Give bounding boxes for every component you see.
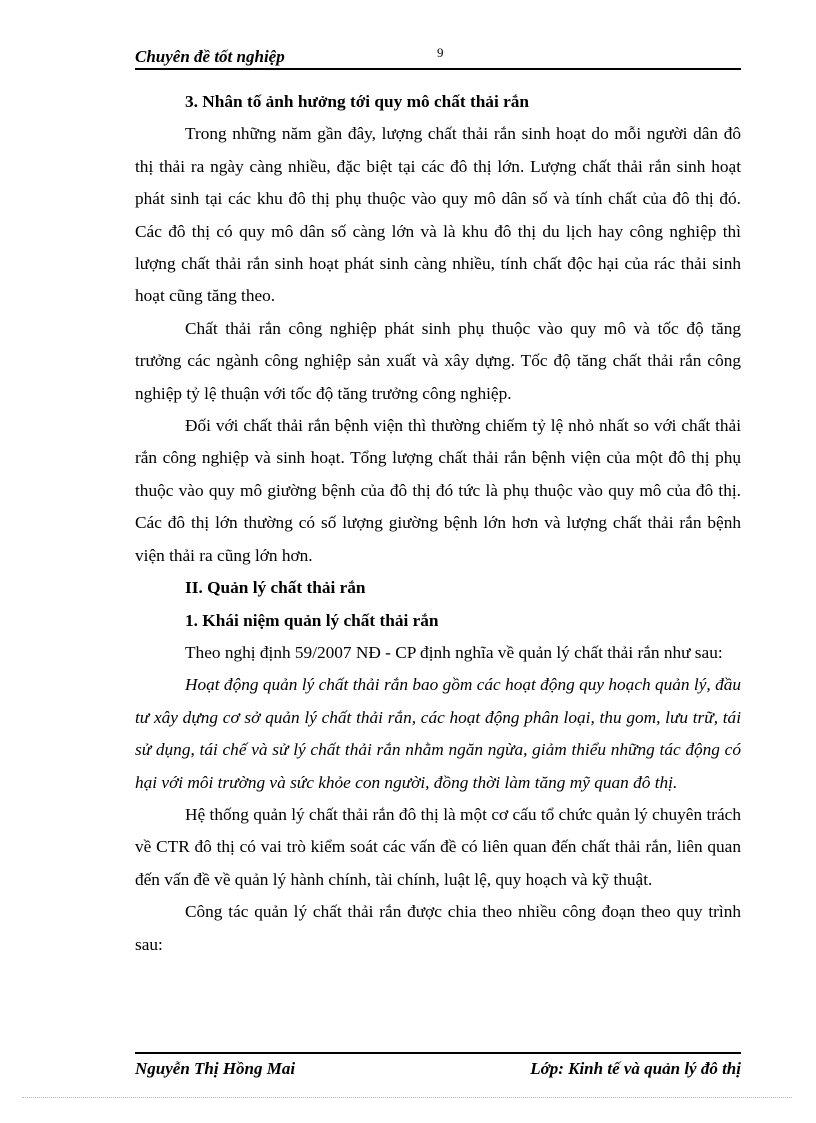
paragraph-management-system: Hệ thống quản lý chất thải rắn đô thị là một cơ cấu tổ chức quản lý chuyên trách về CTR đô thị có vai trò kiểm soát các vấn đề có liên quan đến chất thải rắn, liên quan đến vấn đề về quản lý hành chính, tài chính, luật lệ, quy hoạch và kỹ thuật. xyxy=(135,804,741,889)
document-body xyxy=(135,86,741,961)
page-footer xyxy=(135,1052,741,1084)
section-heading-management: II. Quản lý chất thải rắn xyxy=(185,578,366,598)
author-name: Nguyễn Thị Hồng Mai xyxy=(135,1059,296,1078)
section-heading-factors: 3. Nhân tố ảnh hưởng tới quy mô chất thải rắn xyxy=(185,92,529,111)
paragraph-process-intro: Công tác quản lý chất thải rắn được chia theo nhiều công đoạn theo quy trình sau: xyxy=(135,902,741,954)
page-number: 9 xyxy=(437,45,444,60)
class-label: Lớp: Kinh tế và quản lý đô thị xyxy=(530,1059,741,1078)
paragraph-decree: Theo nghị định 59/2007 NĐ - CP định nghĩa về quản lý chất thải rắn như sau: xyxy=(185,642,723,662)
paragraph-definition-quote: Hoạt động quản lý chất thải rắn bao gồm các hoạt động quy hoạch quản lý, đầu tư xây dựng cơ sở quản lý chất thải rắn, các hoạt động phân loại, thu gom, lưu trữ, tái sử dụng, tái chế và sử lý chất thải rắn nhằm ngăn ngừa, giảm thiểu những tác động có hại với môi trường và sức khỏe con người, đồng thời làm tăng mỹ quan đô thị. xyxy=(135,675,741,792)
page-edge-divider xyxy=(22,1097,792,1098)
page-header xyxy=(135,44,741,70)
paragraph-industrial-waste: Chất thải rắn công nghiệp phát sinh phụ thuộc vào quy mô và tốc độ tăng trưởng các ngành công nghiệp sản xuất và xây dựng. Tốc độ tăng chất thải rắn công nghiệp tỷ lệ thuận với tốc độ tăng trưởng công nghiệp. xyxy=(135,318,741,403)
document-title: Chuyên đề tốt nghiệp xyxy=(135,47,285,66)
paragraph-hospital-waste: Đối với chất thải rắn bệnh viện thì thường chiếm tỷ lệ nhỏ nhất so với chất thải rắn công nghiệp và sinh hoạt. Tổng lượng chất thải rắn bệnh viện của một đô thị phụ thuộc vào quy mô giường bệnh của đô thị đó tức là phụ thuộc vào quy mô của đô thị. Các đô thị lớn thường có số lượng giường bệnh lớn hơn và lượng chất thải rắn bệnh viện thải ra cũng lớn hơn. xyxy=(135,416,741,565)
subsection-heading-concept: 1. Khái niệm quản lý chất thải rắn xyxy=(185,610,439,630)
paragraph-household-waste: Trong những năm gần đây, lượng chất thải rắn sinh hoạt do mỗi người dân đô thị thải ra ngày càng nhiều, đặc biệt tại các đô thị lớn. Lượng chất thải rắn sinh hoạt phát sinh tại các khu đô thị phụ thuộc vào quy mô dân số và tính chất của đô thị đó. Các đô thị có quy mô dân số càng lớn và là khu đô thị du lịch hay công nghiệp thì lượng chất thải rắn sinh hoạt phát sinh càng nhiều, tính chất độc hại của rác thải sinh hoạt cũng tăng theo. xyxy=(135,124,741,306)
